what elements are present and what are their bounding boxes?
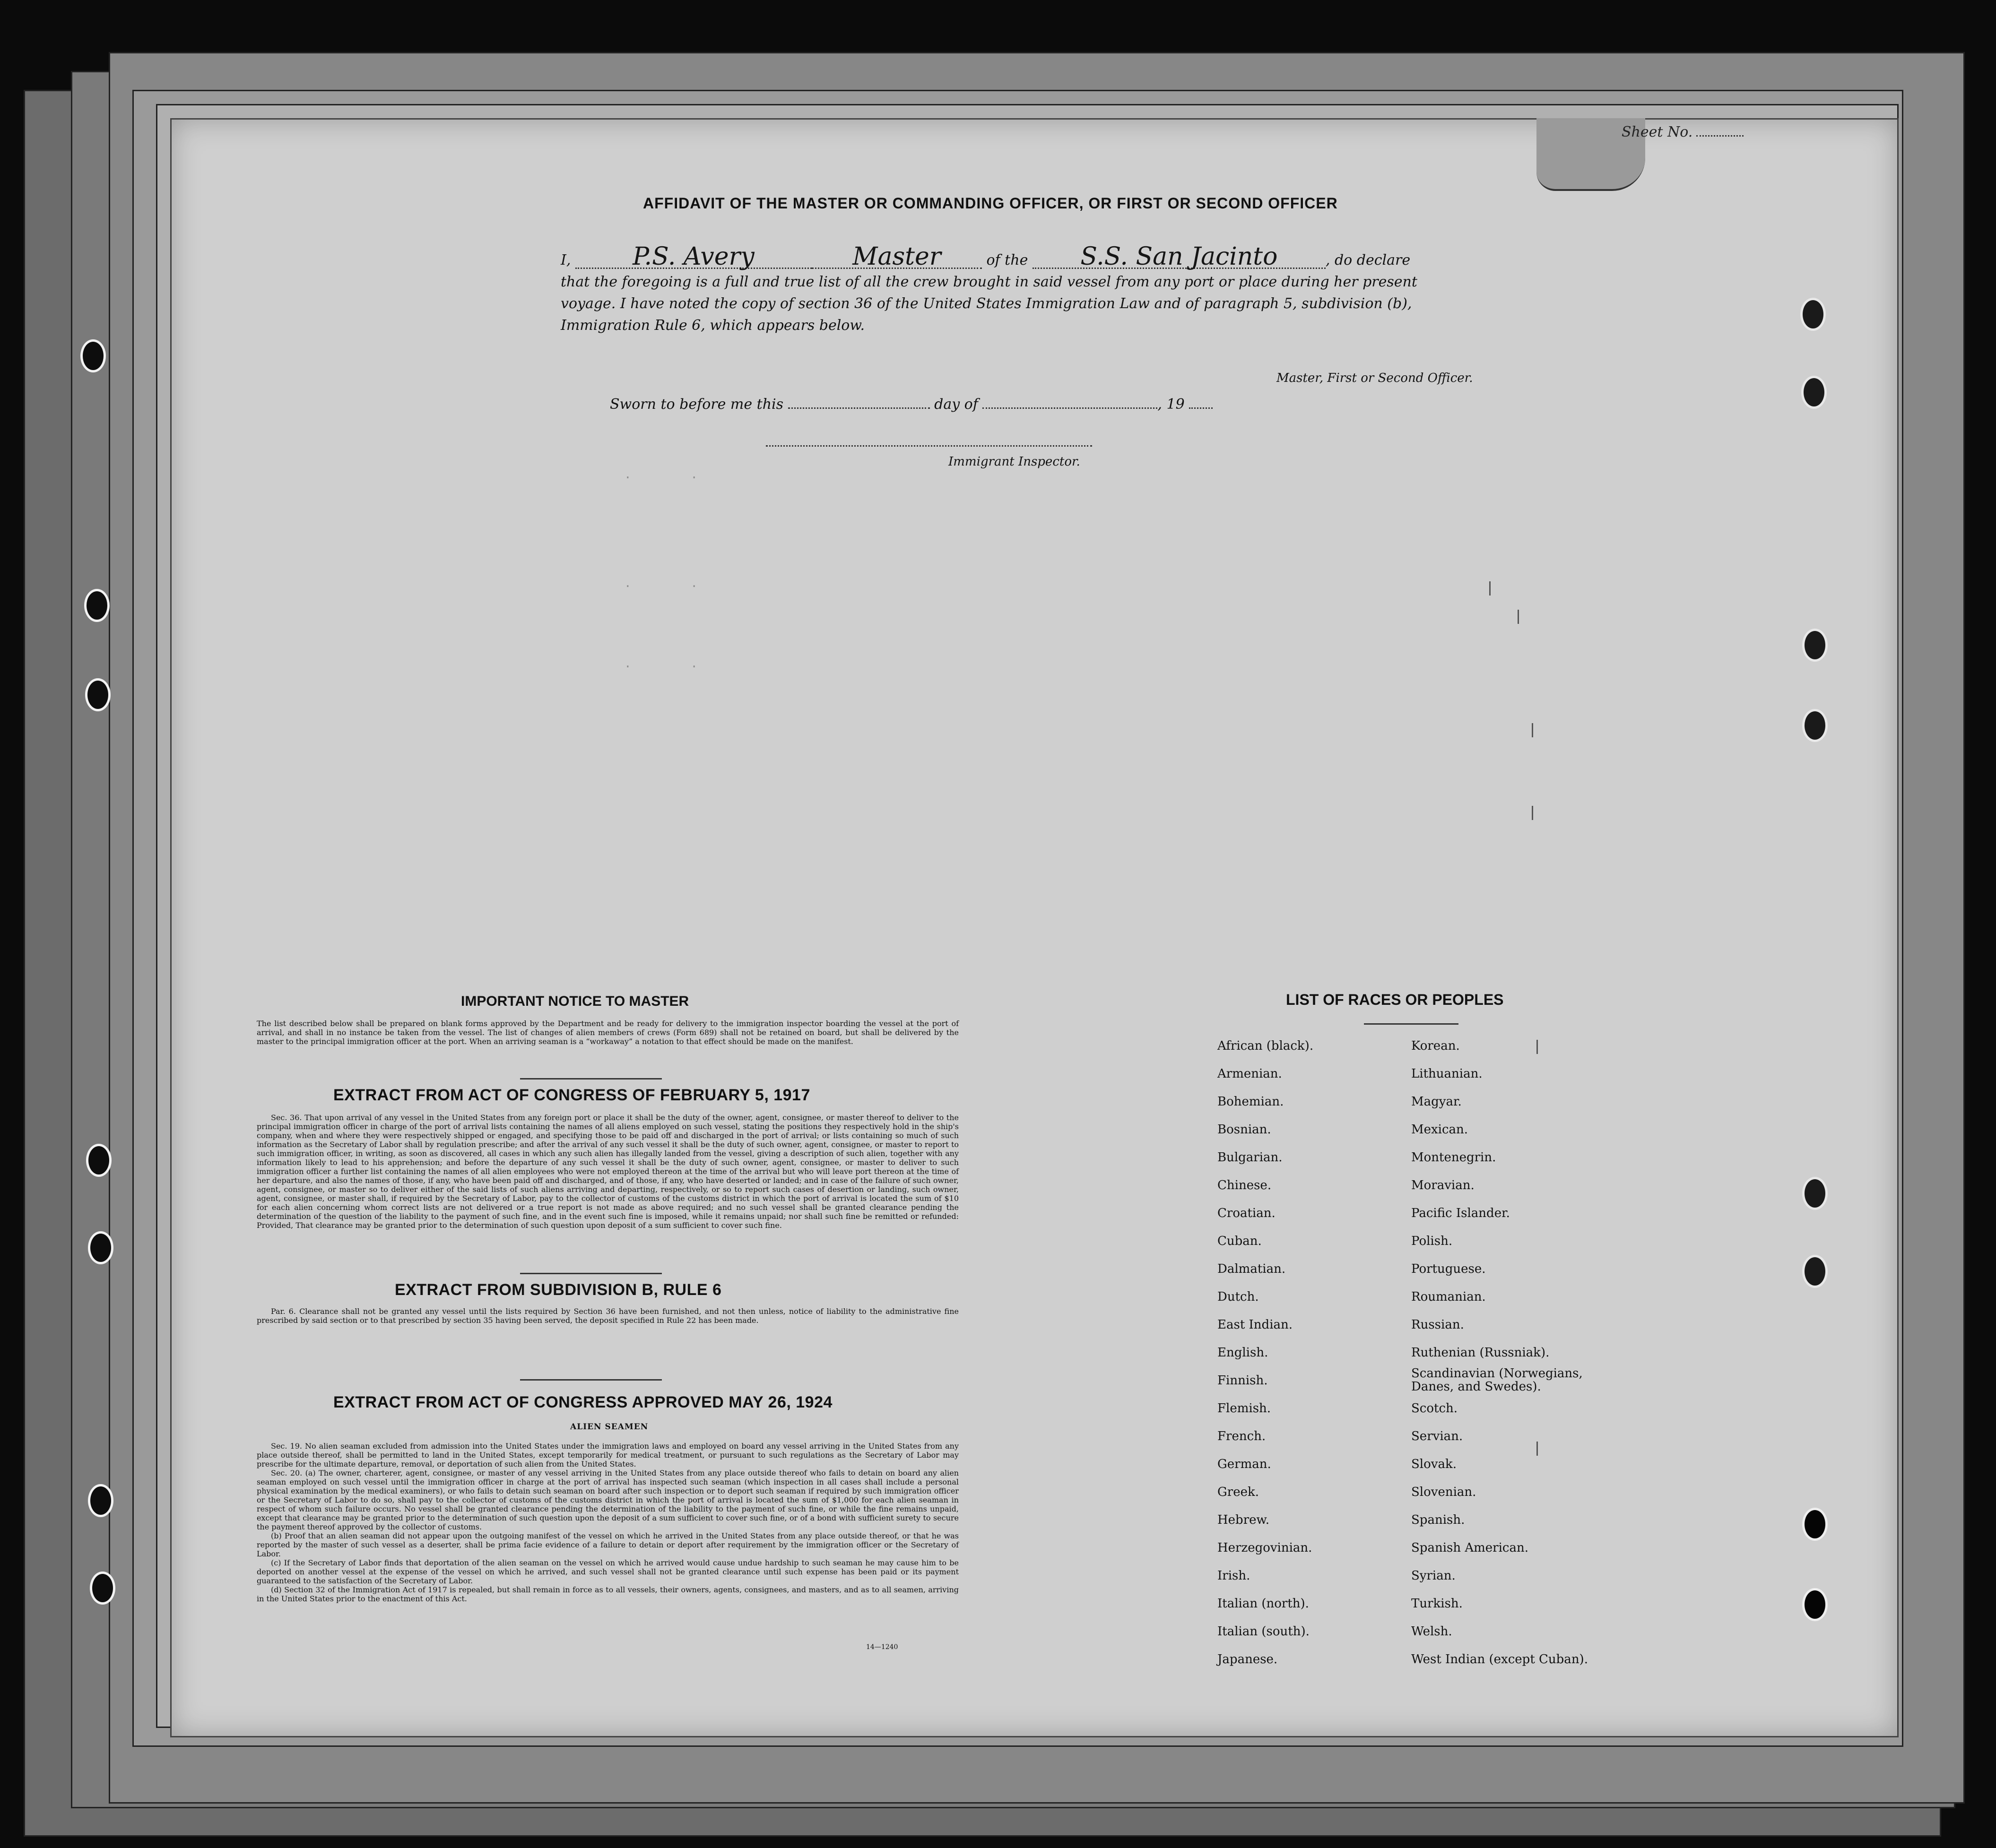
race-item: Italian (north). <box>1217 1597 1309 1611</box>
declaration-line: voyage. I have noted the copy of section 36 of the United States Immigration Law and of paragraph 5, subdivision (b), <box>561 295 1412 312</box>
race-item: Irish. <box>1217 1569 1250 1583</box>
sheet-number-label: Sheet No. <box>1622 124 1693 140</box>
race-item: Slovenian. <box>1411 1485 1476 1499</box>
race-item: Armenian. <box>1217 1067 1282 1081</box>
declaration-line: that the foregoing is a full and true list of all the crew brought in said vessel from any port or place during her present <box>561 274 1417 290</box>
declaration-line: Immigration Rule 6, which appears below. <box>561 317 865 334</box>
bleed-through-mark <box>1536 1442 1538 1456</box>
race-item: Dalmatian. <box>1217 1262 1286 1276</box>
sworn-month-field <box>982 407 1157 409</box>
race-item: German. <box>1217 1457 1271 1471</box>
races-heading: LIST OF RACES OR PEOPLES <box>1286 991 1504 1008</box>
bleed-through-mark: . . <box>624 657 698 671</box>
declaration <box>561 242 1520 337</box>
binder-hole-icon <box>88 1484 113 1517</box>
notice-heading: IMPORTANT NOTICE TO MASTER <box>461 993 689 1009</box>
race-item: Magyar. <box>1411 1095 1462 1109</box>
declaration-i: I, <box>561 252 571 268</box>
race-item: Italian (south). <box>1217 1624 1310 1639</box>
sworn-day-field <box>788 407 930 409</box>
race-item: English. <box>1217 1346 1268 1360</box>
race-item: Dutch. <box>1217 1290 1259 1304</box>
race-item: Bohemian. <box>1217 1095 1284 1109</box>
race-item: Scandinavian (Norwegians, Danes, and Swedes). <box>1411 1366 1583 1394</box>
binder-hole-icon <box>90 1572 115 1605</box>
bleed-through-mark <box>1536 1040 1538 1054</box>
binder-hole-icon <box>1802 1177 1828 1210</box>
bleed-through-mark <box>1532 723 1533 737</box>
master-signature-caption: Master, First or Second Officer. <box>1276 371 1473 385</box>
race-item: Japanese. <box>1217 1652 1278 1667</box>
immigrant-inspector-caption: Immigrant Inspector. <box>948 455 1080 469</box>
binder-hole-icon <box>1802 1588 1828 1621</box>
act-1917-text <box>257 1113 959 1230</box>
sheet-number <box>1622 124 1744 140</box>
race-item: Chinese. <box>1217 1178 1272 1192</box>
sworn-day-of: day of <box>934 396 978 413</box>
race-item: Mexican. <box>1411 1123 1468 1137</box>
form-number: 14—1240 <box>866 1643 898 1651</box>
race-item: Russian. <box>1411 1318 1464 1332</box>
bleed-through-mark <box>1532 806 1533 820</box>
binder-hole-icon <box>86 1144 112 1177</box>
binder-hole-icon <box>84 589 110 622</box>
bleed-through-mark: . . <box>624 468 698 482</box>
race-item: Korean. <box>1411 1039 1460 1053</box>
rule-6-heading: EXTRACT FROM SUBDIVISION B, RULE 6 <box>395 1281 722 1299</box>
divider <box>520 1273 662 1274</box>
handwritten-name: P.S. Avery <box>575 246 812 269</box>
race-item: Bulgarian. <box>1217 1150 1283 1165</box>
binder-hole-icon <box>1802 709 1828 742</box>
alien-seamen-subheading: ALIEN SEAMEN <box>570 1422 649 1432</box>
notice-text: The list described below shall be prepared on blank forms approved by the Department and be ready for delivery to the immigration inspector boarding the vessel at the port of arrival, and shall in no instance be taken from the vessel. The list of changes of alien members of crews (Form 689) shall not be retained on board, but shall be delivered by the master to the principal immigration officer at the port. When an arriving seaman is a “workaway” a notation to that effect should be made on the manifest. <box>257 1019 959 1046</box>
race-item: Portuguese. <box>1411 1262 1486 1276</box>
race-item: East Indian. <box>1217 1318 1293 1332</box>
race-item: Lithuanian. <box>1411 1067 1483 1081</box>
race-item: Polish. <box>1411 1234 1453 1248</box>
race-item: West Indian (except Cuban). <box>1411 1652 1588 1667</box>
divider <box>1364 1023 1458 1025</box>
binder-hole-icon <box>1802 1508 1828 1541</box>
divider <box>520 1078 662 1079</box>
race-item: Spanish. <box>1411 1513 1465 1527</box>
race-item: Turkish. <box>1411 1597 1463 1611</box>
race-item: Slovak. <box>1411 1457 1457 1471</box>
act-1924-text <box>257 1442 959 1603</box>
binder-hole-icon <box>1802 1255 1828 1288</box>
race-item: Greek. <box>1217 1485 1259 1499</box>
sworn-year: , 19 <box>1157 396 1185 413</box>
act-1924-paragraph: Sec. 19. No alien seaman excluded from admission into the United States under the immigration laws and employed on board any vessel arriving in the United States from any place outside thereof, shall be permitted to land in the United States, except temporarily for medical treatment, or pursuant to such regulations as the Secretary of Labor may prescribe for the ultimate departure, removal, or deportation of such alien from the United States. <box>257 1442 959 1468</box>
act-1917-paragraph: Sec. 36. That upon arrival of any vessel in the United States from any foreign port or place it shall be the duty of the owner, agent, consignee, or master thereof to deliver to the principal immigration officer in charge of the port of arrival lists containing the names of all aliens employed on such vessel, stating the positions they respectively hold in the ship's company, when and where they were respectively shipped or engaged, and specifying those to be paid off and discharged in the port of arrival; or lists containing so much of such information as the Secretary of Labor shall by regulation prescribe; and after the arrival of any such vessel it shall be the duty of such owner, agent, consignee, or master to report to such immigration officer, in writing, as soon as discovered, all cases in which any such alien has illegally landed from the vessel, giving a description of such alien, together with any information likely to lead to his apprehension; and before the departure of any such vessel it shall be the duty of such owner, agent, consignee, or master to deliver to such immigration officer a further list containing the names of all alien employees who were not employed thereon at the time of the arrival but who will leave port thereon at the time of her departure, and also the names of those, if any, who have been paid off and discharged, and of those, if any, who have deserted or landed; and in case of the failure of such owner, agent, consignee, or master so to deliver either of the said lists of such aliens arriving and departing, respectively, or so to report such cases of desertion or landing, such owner, agent, consignee, or master shall, if required by the Secretary of Labor, pay to the collector of customs of the customs district in which the port of arrival is located the sum of $10 for each alien concerning whom correct lists are not delivered or a true report is not made as above required; and no such vessel shall be granted clearance pending the determination of the question of the liability to the payment of such fine, and in the event such fine is imposed, while it remains unpaid; nor shall such fine be remitted or refunded: Provided, That clearance may be granted prior to the determination of such question upon deposit of a sum sufficient to cover such fine. <box>257 1113 959 1230</box>
race-item: Ruthenian (Russniak). <box>1411 1346 1550 1360</box>
binder-hole-icon <box>88 1231 113 1264</box>
race-item: Roumanian. <box>1411 1290 1486 1304</box>
act-1917-heading: EXTRACT FROM ACT OF CONGRESS OF FEBRUARY 5, 1917 <box>333 1086 810 1104</box>
handwritten-vessel: S.S. San Jacinto <box>1033 246 1326 269</box>
divider <box>520 1379 662 1381</box>
bleed-through-mark: . . <box>624 577 698 591</box>
race-item: Bosnian. <box>1217 1123 1271 1137</box>
rule-6-text <box>257 1307 959 1325</box>
affidavit-title: AFFIDAVIT OF THE MASTER OR COMMANDING OFFICER, OR FIRST OR SECOND OFFICER <box>643 195 1338 212</box>
race-item: Syrian. <box>1411 1569 1456 1583</box>
sworn-prefix: Sworn to before me this <box>610 396 784 413</box>
race-item: Moravian. <box>1411 1178 1475 1192</box>
race-item: Croatian. <box>1217 1206 1276 1220</box>
binder-hole-icon <box>85 678 111 711</box>
act-1924-heading: EXTRACT FROM ACT OF CONGRESS APPROVED MAY 26, 1924 <box>333 1393 833 1411</box>
act-1924-paragraph: Sec. 20. (a) The owner, charterer, agent, consignee, or master of any vessel arriving in the United States from any place outside thereof who fails to detain on board any alien seaman employed on such vessel until the immigration officer in charge at the port of arrival has inspected such seaman (which inspection in all cases shall include a personal physical examination by the medical examiners), or who fails to detain such seaman on board after such inspection or to deport such seaman if required by such immigration officer or the Secretary of Labor to do so, shall pay to the collector of customs of the customs district in which the port of arrival is located the sum of $1,000 for each alien seaman in respect of whom such failure occurs. No vessel shall be granted clearance pending the determination of the liability to the payment of such fine, or while the fine remains unpaid, except that clearance may be granted prior to the determination of such question upon the deposit of a sum sufficient to cover such fine, or of a bond with sufficient surety to secure the payment thereof approved by the collector of customs. <box>257 1468 959 1531</box>
race-item: Welsh. <box>1411 1624 1452 1639</box>
rule-6-paragraph: Par. 6. Clearance shall not be granted any vessel until the lists required by Section 36 have been furnished, and not then unless, notice of liability to the administrative fine prescribed by said section or to that prescribed by section 35 having been served, the deposit specified in Rule 22 has been made. <box>257 1307 959 1325</box>
race-item: French. <box>1217 1429 1266 1443</box>
binder-hole-icon <box>80 339 106 372</box>
handwritten-rank: Master <box>812 246 982 269</box>
race-item: Herzegovinian. <box>1217 1541 1312 1555</box>
race-item: Flemish. <box>1217 1401 1271 1416</box>
sworn-line <box>610 396 1213 413</box>
bleed-through-mark <box>1518 610 1519 624</box>
inspector-signature-line <box>766 445 1092 447</box>
race-item: Spanish American. <box>1411 1541 1529 1555</box>
race-item: Montenegrin. <box>1411 1150 1496 1165</box>
binder-hole-icon <box>1800 298 1826 331</box>
race-item: Hebrew. <box>1217 1513 1269 1527</box>
binder-hole-icon <box>1801 376 1827 409</box>
race-item: Servian. <box>1411 1429 1463 1443</box>
race-item: Pacific Islander. <box>1411 1206 1510 1220</box>
act-1924-paragraph: (d) Section 32 of the Immigration Act of 1917 is repealed, but shall remain in force as to all vessels, their owners, agents, consignees, and masters, and as to all seamen, arriving in the United States prior to the enactment of this Act. <box>257 1585 959 1603</box>
bleed-through-mark <box>1489 581 1491 596</box>
sworn-year-field <box>1189 407 1213 409</box>
declaration-of-the: of the <box>986 252 1028 268</box>
binder-hole-icon <box>1802 629 1828 662</box>
race-item: Finnish. <box>1217 1373 1268 1388</box>
act-1924-paragraph: (b) Proof that an alien seaman did not appear upon the outgoing manifest of the vessel on which he arrived in the United States from any place outside thereof, or that he was reported by the master of such vessel as a deserter, shall be prima facie evidence of a failure to detain or deport after requirement by the immigration officer or the Secretary of Labor. <box>257 1531 959 1558</box>
race-item: Cuban. <box>1217 1234 1262 1248</box>
race-item: Scotch. <box>1411 1401 1458 1416</box>
declaration-do-declare: , do declare <box>1325 252 1411 268</box>
act-1924-paragraph: (c) If the Secretary of Labor finds that deportation of the alien seaman on the vessel on which he arrived would cause undue hardship to such seaman he may cause him to be deported on another vessel at the expense of the vessel on which he arrived, and such vessel shall not be granted clearance until such expense has been paid or its payment guaranteed to the satisfaction of the Secretary of Labor. <box>257 1558 959 1585</box>
race-item: African (black). <box>1217 1039 1314 1053</box>
